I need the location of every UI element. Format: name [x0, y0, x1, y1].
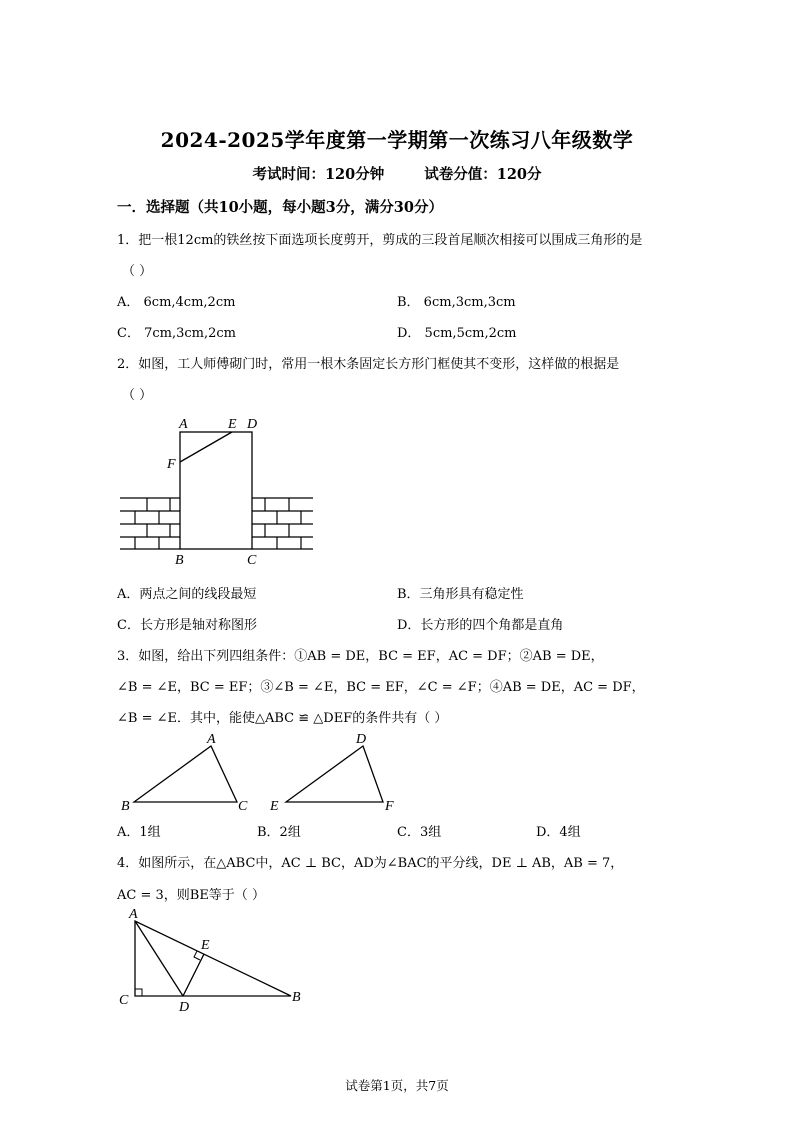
- q1-option-c[interactable]: C． 7cm,3cm,2cm: [117, 326, 236, 341]
- q3-line3: ∠B = ∠E．其中，能使△ABC ≌ △DEF的条件共有（ ）: [117, 711, 448, 726]
- perpendicular-de: [183, 954, 204, 996]
- q3-line1: 3．如图，给出下列四组条件：①AB = DE，BC = EF，AC = DF；②AB = DE，: [117, 649, 604, 664]
- label-e: E: [201, 938, 210, 953]
- q1-stem-line2: （ ）: [122, 264, 153, 279]
- page-title: 2024-2025学年度第一学期第一次练习八年级数学: [160, 128, 634, 152]
- q3-line2: ∠B = ∠E，BC = EF；③∠B = ∠E，BC = EF，∠C = ∠F；④AB = DE，AC = DF，: [117, 680, 645, 695]
- q2-stem-line1: 2．如图，工人师傅砌门时，常用一根木条固定长方形门框使其不变形，这样做的根据是: [117, 357, 620, 372]
- q2-option-a[interactable]: A．两点之间的线段最短: [117, 587, 257, 602]
- q1-option-b[interactable]: B． 6cm,3cm,3cm: [397, 295, 516, 310]
- label-d: D: [356, 732, 367, 747]
- q2-option-b[interactable]: B．三角形具有稳定性: [397, 587, 524, 602]
- label-c: C: [247, 553, 257, 568]
- door-frame-figure: [115, 412, 320, 567]
- brace-ef: [180, 432, 232, 462]
- triangle-def: [286, 746, 383, 802]
- left-brick-wall: [120, 498, 180, 549]
- door-frame-rect: [180, 432, 252, 549]
- right-angle-c: [135, 989, 142, 996]
- label-c: C: [119, 993, 129, 1008]
- q1-option-d[interactable]: D． 5cm,5cm,2cm: [397, 326, 517, 341]
- label-b: B: [175, 553, 184, 568]
- label-d: D: [179, 1000, 190, 1015]
- q3-option-a[interactable]: A．1组: [117, 825, 161, 840]
- q4-line1: 4．如图所示，在△ABC中，AC ⊥ BC，AD为∠BAC的平分线，DE ⊥ AB，AB = 7，: [117, 856, 624, 871]
- label-a: A: [207, 732, 216, 747]
- right-triangle-figure: [115, 905, 315, 1015]
- exam-info: [0, 163, 794, 184]
- q4-line2: AC = 3，则BE等于（ ）: [117, 888, 265, 903]
- q3-option-c[interactable]: C．3组: [397, 825, 442, 840]
- total-score: 试卷分值：120分: [424, 166, 542, 183]
- exam-time: 考试时间：120分钟: [252, 166, 385, 183]
- label-c: C: [238, 799, 248, 814]
- label-e: E: [270, 799, 279, 814]
- label-b: B: [121, 799, 130, 814]
- label-d: D: [247, 417, 258, 432]
- right-brick-wall: [252, 498, 313, 549]
- label-a: A: [129, 907, 138, 922]
- section-heading: 一．选择题（共10小题，每小题3分，满分30分）: [117, 199, 443, 216]
- q2-stem-line2: （ ）: [122, 388, 153, 403]
- page-footer: 试卷第1页，共7页: [345, 1078, 449, 1093]
- q2-option-d[interactable]: D．长方形的四个角都是直角: [397, 618, 564, 633]
- label-f: F: [385, 799, 394, 814]
- q1-stem-line1: 1．把一根12cm的铁丝按下面选项长度剪开，剪成的三段首尾顺次相接可以围成三角形的是: [117, 233, 643, 248]
- triangle-abc: [134, 746, 237, 802]
- label-f: F: [167, 457, 176, 472]
- label-a: A: [179, 417, 188, 432]
- label-e: E: [228, 417, 237, 432]
- q3-option-d[interactable]: D．4组: [536, 825, 581, 840]
- label-b: B: [292, 990, 301, 1005]
- q1-option-a[interactable]: A． 6cm,4cm,2cm: [117, 295, 236, 310]
- q3-option-b[interactable]: B．2组: [257, 825, 301, 840]
- q2-option-c[interactable]: C．长方形是轴对称图形: [117, 618, 257, 633]
- triangles-figure: [115, 730, 405, 815]
